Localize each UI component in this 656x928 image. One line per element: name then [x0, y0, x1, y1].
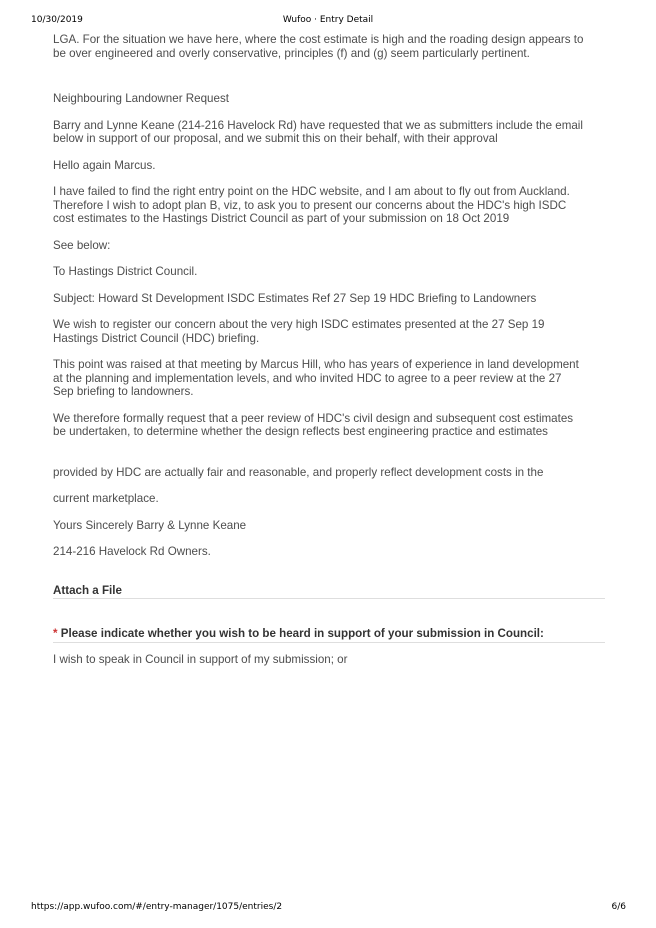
print-url[interactable]: https://app.wufoo.com/#/entry-manager/1075/entries/2: [31, 902, 283, 912]
paragraph-peer-review: We therefore formally request that a peer review of HDC's civil design and subsequent cost estimates be undertaken, to determine whether the design reflects best engineering practice and estimates: [53, 411, 574, 438]
paragraph-plan-b: I have failed to find the right entry point on the HDC website, and I am about to fly out from Auckland. Therefore I wish to adopt plan B, viz, to ask you to present our concerns about the HDC's high ISDC cost estimates to the Hastings District Council as part of your submission on 18 Oct 2019: [53, 185, 570, 225]
paragraph-concern: We wish to register our concern about the very high ISDC estimates presented at the 27 Sep 19 Hastings District Council (HDC) briefing.: [53, 318, 545, 345]
heard-answer: I wish to speak in Council in support of my submission; or: [53, 652, 348, 666]
entry-detail-content: [53, 33, 605, 666]
paragraph-continued-1: provided by HDC are actually fair and reasonable, and properly reflect development costs in the: [53, 465, 544, 479]
paragraph-request: Barry and Lynne Keane (214-216 Havelock Rd) have requested that we as submitters include the email below in support of our proposal, and we submit this on their behalf, with their approval: [53, 118, 583, 145]
truncated-paragraph: [53, 33, 605, 90]
paragraph-greeting: Hello again Marcus.: [53, 158, 156, 172]
print-header: [0, 15, 656, 29]
print-page-number: 6/6: [611, 902, 626, 912]
section-heading-neighbour: Neighbouring Landowner Request: [53, 92, 229, 105]
heard-question-text: Please indicate whether you wish to be heard in support of your submission in Council:: [60, 627, 544, 640]
truncated-text: LGA. For the situation we have here, where the cost estimate is high and the roading design appears to be over engineered and overly conservative, principles (f) and (g) seem particularly pertinent.: [53, 33, 584, 60]
attach-file-label: Attach a File: [53, 584, 605, 600]
paragraph-signoff: Yours Sincerely Barry & Lynne Keane: [53, 518, 247, 532]
paragraph-owners: 214-216 Havelock Rd Owners.: [53, 545, 211, 558]
paragraph-see-below: See below:: [53, 238, 111, 252]
heard-question-label: [53, 627, 605, 643]
required-marker: *: [53, 627, 58, 640]
paragraph-subject: Subject: Howard St Development ISDC Estimates Ref 27 Sep 19 HDC Briefing to Landowners: [53, 291, 537, 305]
paragraph-continued-2: current marketplace.: [53, 492, 159, 505]
paragraph-addressee: To Hastings District Council.: [53, 265, 198, 278]
paragraph-meeting: This point was raised at that meeting by Marcus Hill, who has years of experience in land development at the planning and implementation levels, and who invited HDC to agree to a peer review at the 27 Sep briefing to landowners.: [53, 358, 579, 398]
print-date: 10/30/2019: [31, 15, 83, 25]
print-title: Wufoo · Entry Detail: [282, 15, 374, 25]
print-footer: [0, 902, 656, 916]
